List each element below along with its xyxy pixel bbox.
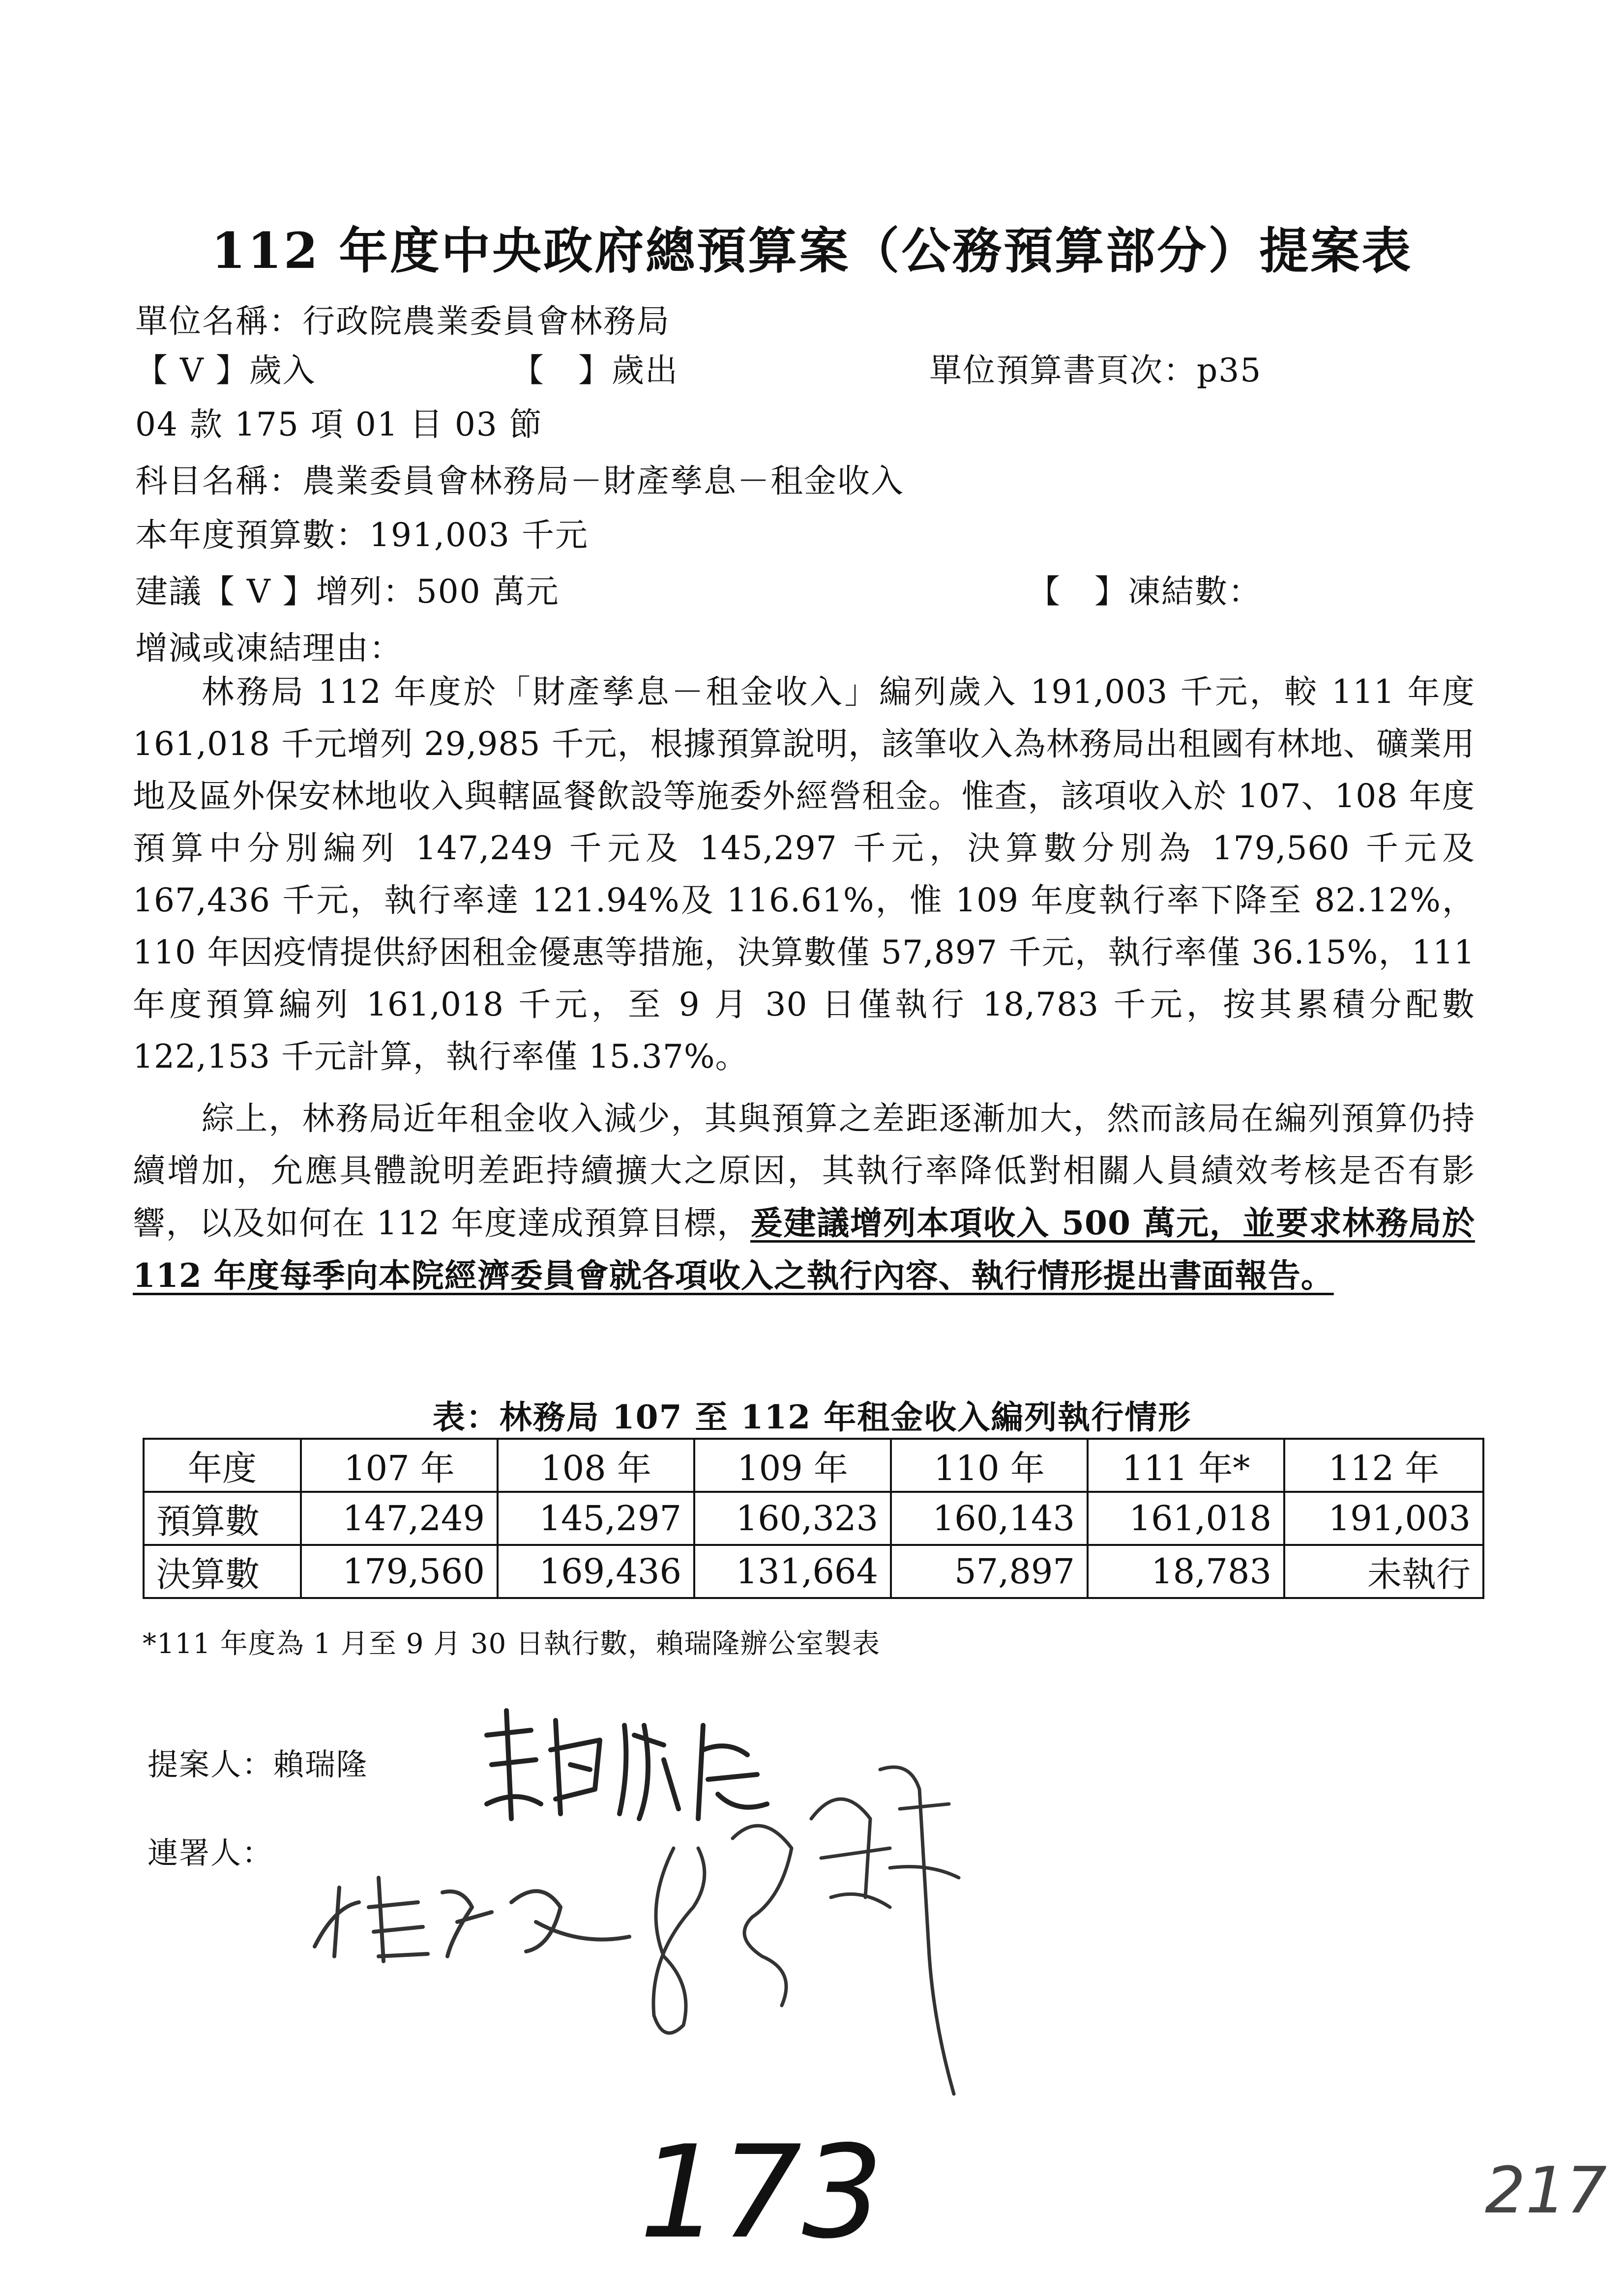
revenue-checkbox: 【 V 】歲入 xyxy=(135,351,316,389)
unit-name: 單位名稱：行政院農業委員會林務局 xyxy=(135,302,670,340)
handwritten-stamp-number: 217 xyxy=(1485,2153,1607,2228)
row-label: 預算數 xyxy=(144,1492,301,1545)
cosigner-signature-1 xyxy=(305,1848,639,1976)
reason-paragraph-2-text: 綜上，林務局近年租金收入減少，其與預算之差距逐漸加大，然而該局在編列預算仍持續增加，允應具體說明差距持續擴大之原因，其執行率降低對相關人員績效考核是否有影響，以及如何在 112 年度達成預算目標， xyxy=(133,1100,1475,1242)
table-cell: 未執行 xyxy=(1284,1545,1483,1598)
table-row xyxy=(144,1545,1483,1598)
budget-amount: 本年度預算數：191,003 千元 xyxy=(135,516,589,554)
table-cell: 18,783 xyxy=(1088,1545,1284,1598)
handwritten-page-number: 173 xyxy=(639,2119,884,2267)
table-cell: 191,003 xyxy=(1284,1492,1483,1545)
reason-paragraph-1: 林務局 112 年度於「財產孳息－租金收入」編列歲入 191,003 千元，較 111 年度 161,018 千元增列 29,985 千元，根據預算說明，該筆收入為林務局出租國有林地、礦業用地及區外保安林地收入與轄區餐飲設等施委外經營租金。惟查，該項收入於 107、108 年度預算中分別編列 147,249 千元及 145,297 千元，決算數分別為 179,560 千元及 167,436 千元，執行率達 121.94%及 116.61%，惟 109 年度執行率下降至 82.12%，110 年因疫情提供紓困租金優惠等措施，決算數僅 57,897 千元，執行率僅 36.15%，111 年度預算編列 161,018 千元，至 9 月 30 日僅執行 18,783 千元，按其累積分配數 122,153 千元計算，執行率僅 15.37%。 xyxy=(133,673,1475,1075)
header-cell: 111 年* xyxy=(1088,1439,1284,1492)
subject-name: 科目名稱：農業委員會林務局－財產孳息－租金收入 xyxy=(135,462,904,500)
table-note: *111 年度為 1 月至 9 月 30 日執行數，賴瑞隆辦公室製表 xyxy=(143,1628,881,1660)
table-cell: 57,897 xyxy=(891,1545,1088,1598)
header-cell: 108 年 xyxy=(498,1439,694,1492)
header-cell: 107 年 xyxy=(301,1439,498,1492)
table-cell: 147,249 xyxy=(301,1492,498,1545)
header-cell: 112 年 xyxy=(1284,1439,1483,1492)
cosigner-label: 連署人： xyxy=(148,1835,274,1871)
table-cell: 160,143 xyxy=(891,1492,1088,1545)
table-cell: 145,297 xyxy=(498,1492,694,1545)
table-row xyxy=(144,1492,1483,1545)
budget-page-ref: 單位預算書頁次：p35 xyxy=(929,351,1262,389)
header-cell: 109 年 xyxy=(694,1439,891,1492)
row-label: 決算數 xyxy=(144,1545,301,1598)
table-cell: 179,560 xyxy=(301,1545,498,1598)
reason-label: 增減或凍結理由： xyxy=(135,629,403,667)
table-caption: 表：林務局 107 至 112 年租金收入編列執行情形 xyxy=(432,1398,1192,1436)
header-cell: 110 年 xyxy=(891,1439,1088,1492)
freeze-amount: 【 】凍結數： xyxy=(1028,573,1262,610)
table-cell: 160,323 xyxy=(694,1492,891,1545)
suggest-increase: 建議【 V 】增列：500 萬元 xyxy=(135,573,560,610)
reason-body xyxy=(133,666,1475,1302)
expense-checkbox: 【 】歲出 xyxy=(511,351,679,389)
recommendation-emphasis: 爰建議增列本項收入 500 萬元，並要求林務局於 112 年度每季向本院經濟委員會就各項收入之執行內容、執行情形提出書面報告。 xyxy=(133,1204,1475,1295)
header-cell: 年度 xyxy=(144,1439,301,1492)
proposer: 提案人：賴瑞隆 xyxy=(148,1746,368,1782)
execution-table xyxy=(143,1438,1484,1599)
page-title: 112 年度中央政府總預算案（公務預算部分）提案表 xyxy=(211,222,1413,280)
table-cell: 169,436 xyxy=(498,1545,694,1598)
budget-code: 04 款 175 項 01 目 03 節 xyxy=(135,406,543,443)
table-cell: 131,664 xyxy=(694,1545,891,1598)
reason-paragraph-2 xyxy=(133,1093,1475,1302)
cosigner-signature-2 xyxy=(634,1750,978,2123)
table-header-row xyxy=(144,1439,1483,1492)
table-cell: 161,018 xyxy=(1088,1492,1284,1545)
